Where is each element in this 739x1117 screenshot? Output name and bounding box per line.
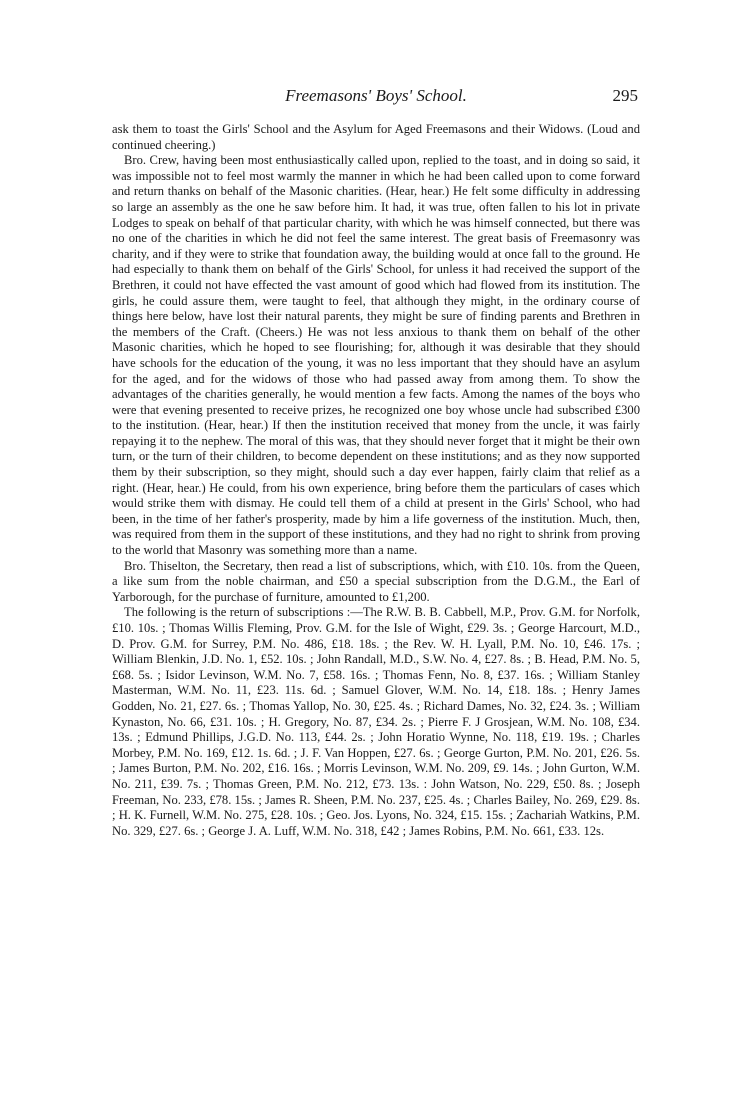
running-title: Freemasons' Boys' School. [285,86,467,105]
paragraph-bro-crew-speech: Bro. Crew, having been most enthusiastically called upon, replied to the toast, and in doing so said, it was impossible not to feel most warmly the manner in which he had been called upon to come forward and return thanks on behalf of the Masonic charities. (Hear, hear.) He felt some difficulty in addressing so large an assembly as the one he saw before him. It had, it was true, often fallen to his lot in private Lodges to speak on behalf of that particular charity, with which he was himself connected, but there was no one of the charities in which he did not feel the same interest. The great basis of Freemasonry was charity, and if they were to strike that foundation away, the building would at once fall to the ground. He had especially to thank them on behalf of the Girls' School, for unless it had received the support of the Brethren, it could not have effected the vast amount of good which had flowed from its institution. The girls, he could assure them, were taught to feel, that although they might, in the ordinary course of things here below, have lost their natural parents, they might be sure of finding parents and Brethren in the members of the Craft. (Cheers.) He was not less anxious to thank them on behalf of the other Masonic charities, which he hoped to see flourishing; for, although it was desirable that they should have schools for the education of the young, it was no less important that they should have an asylum for the aged, and for the widows of those who had passed away from among them. To show the advantages of the charities generally, he would mention a few facts. Among the names of the boys who were that evening presented to receive prizes, he recognized one boy whose uncle had subscribed £300 to the institution. (Hear, hear.) If then the institution received that money from the uncle, it was fairly repaying it to the nephew. The moral of this was, that they should never forget that it might be their own turn, or the turn of their children, to become dependent on these institutions; and as they now supported them by their subscription, so they might, should such a day ever happen, fairly claim that relief as a right. (Hear, hear.) He could, from his own experience, bring before them the particulars of cases which would strike them with dismay. He could tell them of a child at present in the Girls' School, who had been, in the time of her father's prosperity, made by him a life governess of the institution. Much, then, was required from them in the support of these institutions, and they had no right to shrink from proving to the world that Masonry was something more than a name. [112,153,640,558]
paragraph-subscription-list: The following is the return of subscriptions :—The R.W. B. B. Cabbell, M.P., Prov. G.M. for Norfolk, £10. 10s. ; Thomas Willis Fleming, Prov. G.M. for the Isle of Wight, £29. 3s. ; George Harcourt, M.D., D. Prov. G.M. for Surrey, P.M. No. 486, £18. 18s. ; the Rev. W. H. Lyall, P.M. No. 10, £46. 17s. ; William Blenkin, J.D. No. 1, £52. 10s. ; John Randall, M.D., S.W. No. 4, £27. 8s. ; B. Head, P.M. No. 5, £68. 5s. ; Isidor Levinson, W.M. No. 7, £58. 16s. ; Thomas Fenn, No. 8, £37. 16s. ; William Stanley Masterman, W.M. No. 11, £23. 11s. 6d. ; Samuel Glover, W.M. No. 14, £18. 18s. ; Henry James Godden, No. 21, £27. 6s. ; Thomas Yallop, No. 30, £25. 4s. ; Richard Dames, No. 32, £24. 3s. ; William Kynaston, No. 66, £31. 10s. ; H. Gregory, No. 87, £34. 2s. ; Pierre F. J Grosjean, W.M. No. 108, £34. 13s. ; Edmund Phillips, J.G.D. No. 113, £44. 2s. ; John Horatio Wynne, No. 118, £19. 19s. ; Charles Morbey, P.M. No. 169, £12. 1s. 6d. ; J. F. Van Hoppen, £27. 6s. ; George Gurton, P.M. No. 201, £26. 5s. ; James Burton, P.M. No. 202, £16. 16s. ; Morris Levinson, W.M. No. 209, £9. 14s. ; John Gurton, W.M. No. 211, £39. 7s. ; Thomas Green, P.M. No. 212, £73. 13s. : John Watson, No. 229, £50. 8s. ; Joseph Freeman, No. 233, £78. 15s. ; James R. Sheen, P.M. No. 237, £25. 4s. ; Charles Bailey, No. 269, £29. 8s. ; H. K. Furnell, W.M. No. 275, £28. 10s. ; Geo. Jos. Lyons, No. 324, £15. 15s. ; Zachariah Watkins, P.M. No. 329, £27. 6s. ; George J. A. Luff, W.M. No. 318, £42 ; James Robins, P.M. No. 661, £33. 12s. [112,605,640,838]
paragraph-thiselton-subscriptions: Bro. Thiselton, the Secretary, then read a list of subscriptions, which, with £10. 10s. from the Queen, a like sum from the noble chairman, and £50 a special subscription from the D.G.M., the Earl of Yarborough, for the purchase of furniture, amounted to £1,200. [112,558,640,604]
page-number: 295 [612,86,638,105]
paragraph-toast-continuation: ask them to toast the Girls' School and the Asylum for Aged Freemasons and their Widows. (Loud and continued cheering.) [112,122,640,152]
running-header [112,86,640,122]
document-page [112,86,640,839]
